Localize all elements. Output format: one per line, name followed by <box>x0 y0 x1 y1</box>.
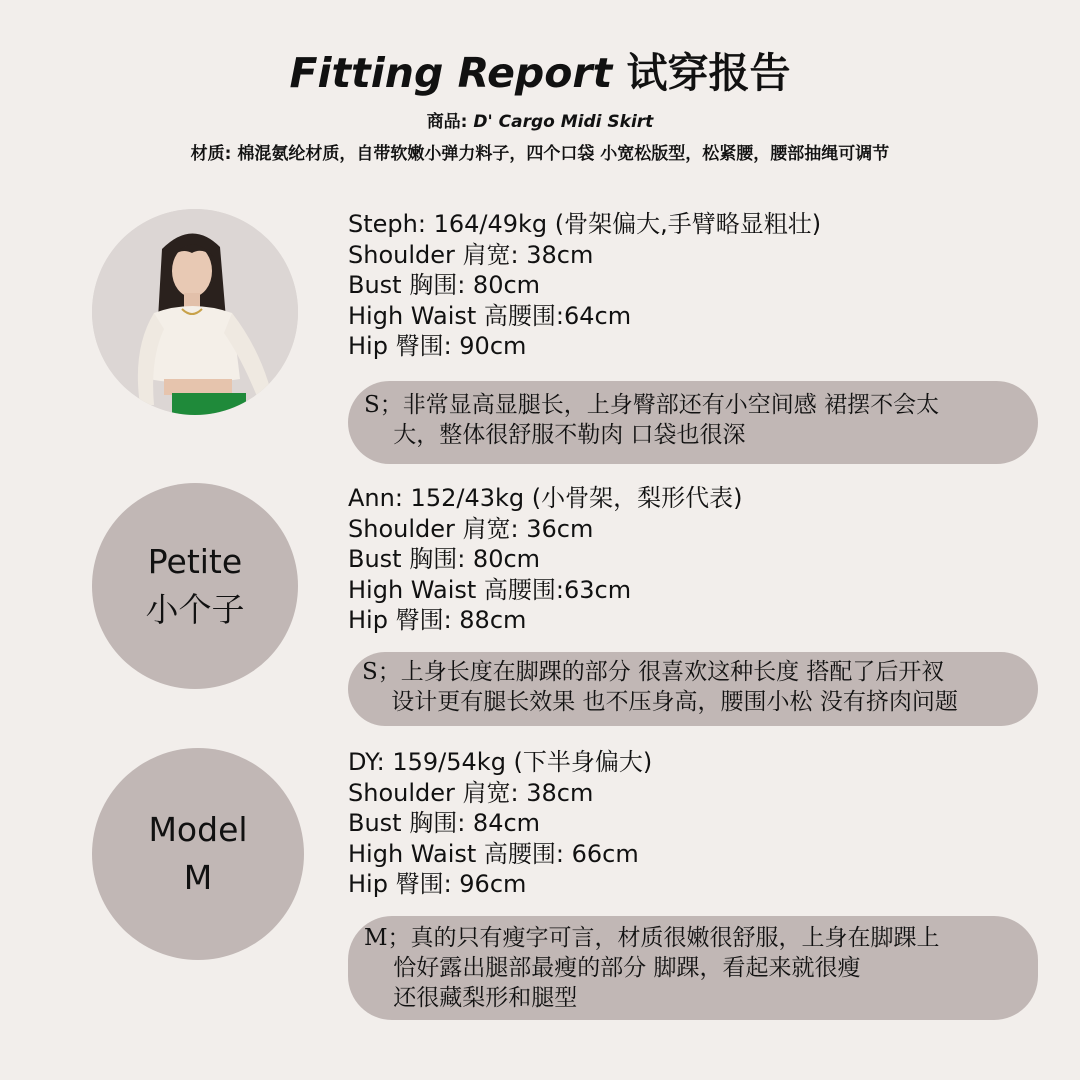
circle-label-line: 小个子 <box>145 590 245 629</box>
circle-label-line: Petite <box>147 542 243 582</box>
comment-bubble-dy <box>348 916 1038 1020</box>
comment-line: 还很藏梨形和腿型 <box>364 985 578 1011</box>
comment-line: 设计更有腿长效果 也不压身高，腰围小松 没有挤肉问题 <box>362 689 958 715</box>
stat-bust: Bust 胸围: 80cm <box>348 271 541 299</box>
stat-high-waist: High Waist 高腰围:64cm <box>348 301 632 330</box>
size-circle-model-m <box>92 748 304 960</box>
page-title <box>0 40 1080 99</box>
stat-hip: Hip 臀围: 88cm <box>348 606 527 634</box>
comment-line: S；上身长度在脚踝的部分 很喜欢这种长度 搭配了后开衩 <box>362 659 945 685</box>
stat-shoulder: Shoulder 肩宽: 38cm <box>348 778 594 807</box>
product-label: 商品: <box>426 112 468 132</box>
comment-bubble-steph <box>348 381 1038 464</box>
title-english: Fitting Report <box>289 49 613 97</box>
product-name: D' Cargo Midi Skirt <box>473 112 654 132</box>
product-line <box>0 107 1080 132</box>
stat-bust: Bust 胸围: 84cm <box>348 809 541 837</box>
model-photo-image <box>92 209 298 415</box>
stat-name-weight: Ann: 152/43kg (小骨架，梨形代表) <box>348 484 743 512</box>
model-stats-dy <box>348 747 652 900</box>
comment-line: 恰好露出腿部最瘦的部分 脚踝，看起来就很瘦 <box>364 955 861 981</box>
comment-line: 大，整体很舒服不勒肉 口袋也很深 <box>364 422 746 448</box>
material-description: 材质: 棉混氨纶材质，自带软嫩小弹力料子，四个口袋 小宽松版型，松紧腰，腰部抽绳可调节 <box>190 144 890 164</box>
stat-high-waist: High Waist 高腰围: 66cm <box>348 839 639 868</box>
circle-label-line: Model <box>148 810 248 850</box>
circle-label-line: M <box>183 858 213 897</box>
model-stats-ann <box>348 483 742 636</box>
stat-shoulder: Shoulder 肩宽: 36cm <box>348 514 594 543</box>
stat-name-weight: DY: 159/54kg (下半身偏大) <box>348 748 653 776</box>
stat-bust: Bust 胸围: 80cm <box>348 545 541 573</box>
stat-high-waist: High Waist 高腰围:63cm <box>348 575 632 604</box>
stat-hip: Hip 臀围: 96cm <box>348 870 527 898</box>
comment-line: S；非常显高显腿长，上身臀部还有小空间感 裙摆不会太 <box>364 392 940 418</box>
comment-bubble-ann <box>348 652 1038 726</box>
model-photo-steph <box>92 209 298 415</box>
stat-shoulder: Shoulder 肩宽: 38cm <box>348 240 594 269</box>
stat-hip: Hip 臀围: 90cm <box>348 332 527 360</box>
title-chinese: 试穿报告 <box>626 49 791 97</box>
comment-line: M；真的只有瘦字可言，材质很嫩很舒服，上身在脚踝上 <box>364 925 940 951</box>
stat-name-weight: Steph: 164/49kg (骨架偏大,手臂略显粗壮) <box>348 210 822 238</box>
model-stats-steph <box>348 209 821 362</box>
size-circle-petite <box>92 483 298 689</box>
